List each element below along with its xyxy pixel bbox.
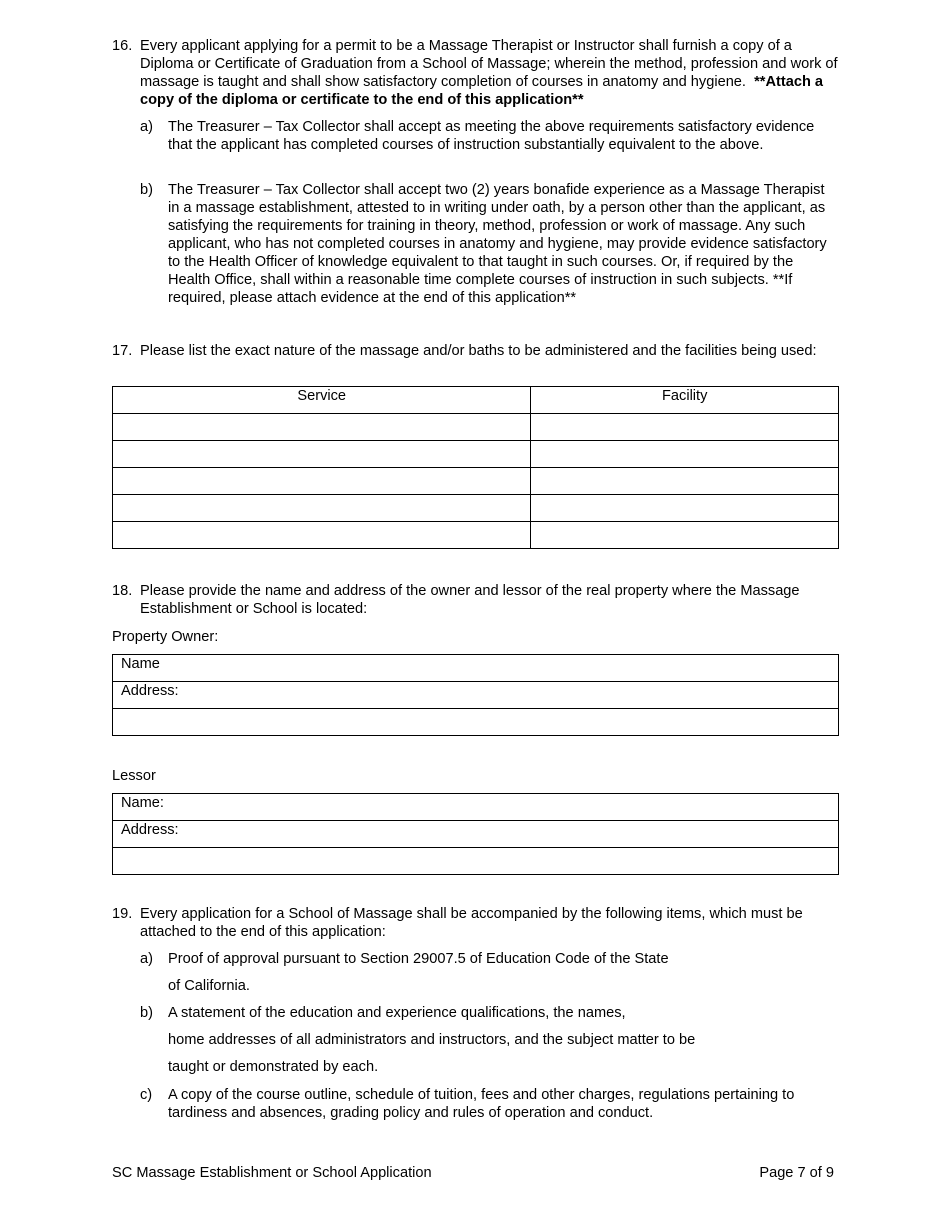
item-19a-line2: of California. [168,978,250,994]
service-field[interactable] [113,414,531,441]
item-19b-text [168,1004,828,1076]
item-19b-line3: taught or demonstrated by each. [168,1059,379,1075]
table-row [113,522,839,549]
item-18-text: Please provide the name and address of the owner and lessor of the real property where the Massage Establishment or School is located: [140,583,800,617]
item-19c-letter: c) [140,1087,153,1103]
item-16-body: Every applicant applying for a permit to be a Massage Therapist or Instructor shall furnish a copy of a Diploma or Certificate of Graduation from a School of Massage; wherein the method, profession and work of massage is taught and shall show satisfactory completion of courses in anatomy and hygiene. [140,38,838,90]
lessor-table [112,793,839,875]
table-row [113,848,839,875]
table-row [113,821,839,848]
item-16a-text: The Treasurer – Tax Collector shall accept as meeting the above requirements satisfactory evidence that the applicant has completed courses of instruction substantially equivalent to the above. [168,119,815,153]
service-field[interactable] [113,495,531,522]
item-19a-line1: Proof of approval pursuant to Section 29007.5 of Education Code of the State [168,951,669,967]
service-field[interactable] [113,522,531,549]
item-16-attach-note: **Attach a copy of the diploma or certificate to the end of this application** [140,74,824,108]
lessor-address-label: Address: [121,822,179,838]
facility-field[interactable] [531,414,839,441]
page-number: Page 7 of 9 [759,1165,834,1181]
lessor-name-label: Name: [121,795,164,811]
lessor-name-field[interactable] [113,794,839,821]
item-16-number: 16. [112,38,133,54]
lessor-heading: Lessor [112,768,156,784]
property-owner-heading: Property Owner: [112,629,219,645]
service-column-header: Service [113,387,531,414]
item-16b-text: The Treasurer – Tax Collector shall accept two (2) years bonafide experience as a Massage Therapist in a massage establishment, attested to in writing under oath, by a person other than the applicant, as satisfying the requirements for training in theory, method, profession or work of massage. Any such applicant, who has not completed courses in anatomy and hygiene, may provide evidence satisfactory to the Health Officer of knowledge equivalent to that taught in such courses. Or, if required by the Health Office, shall within a reasonable time complete courses of instruction in such subjects. **If required, please attach evidence at the end of this application** [168,182,827,306]
table-row [113,495,839,522]
item-16-text [140,37,840,109]
item-19a-text [168,950,828,995]
lessor-address-field[interactable] [113,821,839,848]
lessor-address-line2-field[interactable] [113,848,839,875]
owner-name-label: Name [121,656,160,672]
item-19b-line2: home addresses of all administrators and instructors, and the subject matter to be [168,1032,696,1048]
item-19c-text: A copy of the course outline, schedule of tuition, fees and other charges, regulations pertaining to tardiness and absences, grading policy and rules of operation and conduct. [168,1087,795,1121]
facility-column-header: Facility [531,387,839,414]
table-row [113,468,839,495]
owner-name-field[interactable] [113,655,839,682]
table-row [113,709,839,736]
item-19-text: Every application for a School of Massage shall be accompanied by the following items, which must be attached to the end of this application: [140,906,803,940]
facility-field[interactable] [531,441,839,468]
facility-field[interactable] [531,522,839,549]
item-17-number: 17. [112,343,133,359]
item-18-number: 18. [112,583,133,599]
table-row [113,794,839,821]
item-19b-letter: b) [140,1005,153,1021]
service-field[interactable] [113,441,531,468]
service-field[interactable] [113,468,531,495]
item-16a-letter: a) [140,119,153,135]
owner-address-label: Address: [121,683,179,699]
facility-field[interactable] [531,468,839,495]
property-owner-table [112,654,839,736]
table-row [113,682,839,709]
table-header-row [113,387,839,414]
owner-address-line2-field[interactable] [113,709,839,736]
owner-address-field[interactable] [113,682,839,709]
item-16b-letter: b) [140,182,153,198]
item-17-text: Please list the exact nature of the massage and/or baths to be administered and the facilities being used: [140,343,817,359]
footer-title: SC Massage Establishment or School Application [112,1165,432,1181]
item-19b-line1: A statement of the education and experience qualifications, the names, [168,1005,626,1021]
table-row [113,655,839,682]
facility-field[interactable] [531,495,839,522]
table-row [113,414,839,441]
item-19a-letter: a) [140,951,153,967]
table-row [113,441,839,468]
service-facility-table [112,386,839,549]
item-19-number: 19. [112,906,133,922]
